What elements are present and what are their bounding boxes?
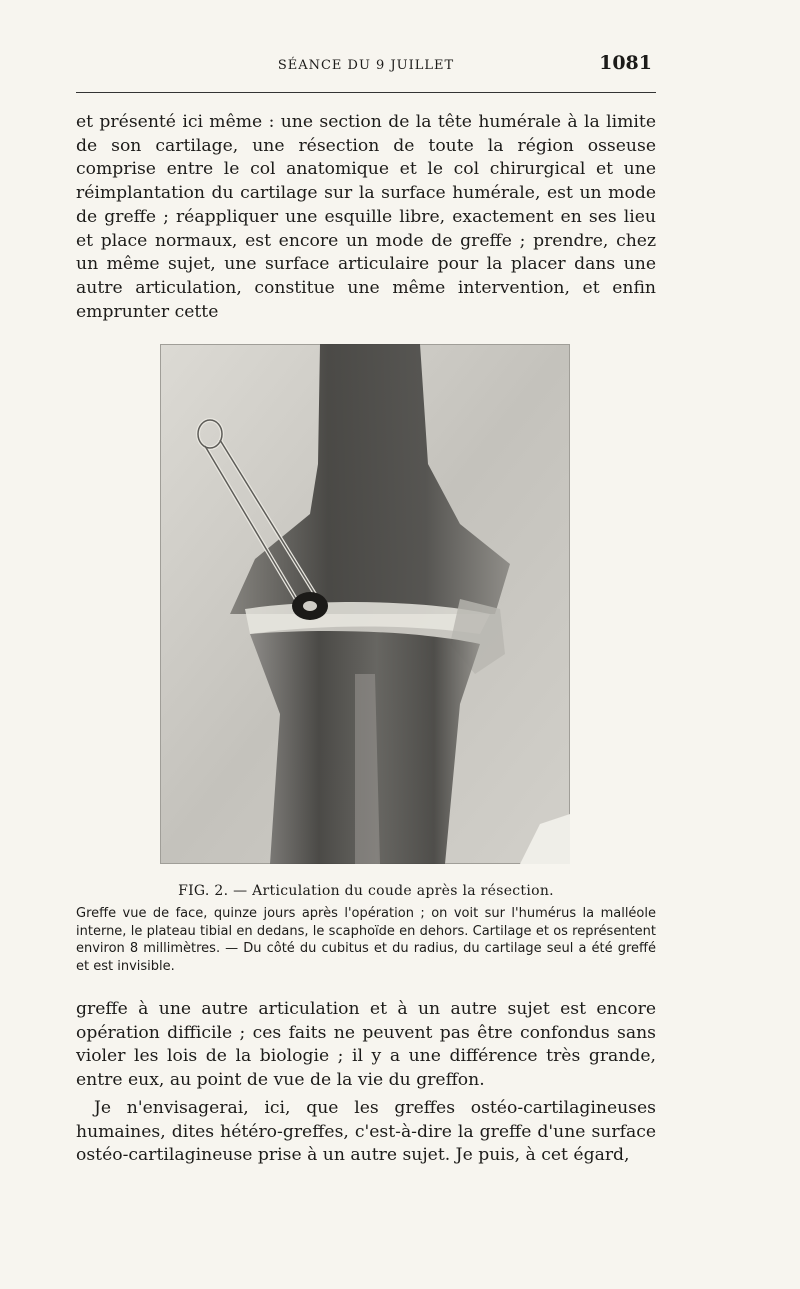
paragraph-2: greffe à une autre articulation et à un autre sujet est encore opération difficile ; ces faits ne peuvent pas être confondus sans violer les lois de la biologie ; il y a une différence très grande, entre eux, au point de vue de la vie du greffon. [76, 999, 656, 1091]
figure-caption-text: Greffe vue de face, quinze jours après l'opération ; on voit sur l'humérus la malléole interne, le plateau tibial en dedans, le scaphoïde en dehors. Cartilage et os représentent environ 8 millimètres. — Du côté du cubitus et du radius, du cartilage seul a été greffé et est invisible. [76, 906, 656, 974]
figure-title: FIG. 2. — Articulation du coude après la résection. [178, 883, 554, 899]
page-header [76, 52, 656, 82]
figure-caption [76, 883, 656, 975]
xray-figure [160, 344, 570, 864]
running-head: SÉANCE DU 9 JUILLET [277, 58, 455, 73]
paragraph-3: Je n'envisagerai, ici, que les greffes ostéo-cartilagineuses humaines, dites hétéro-greffes, c'est-à-dire la greffe d'une surface ostéo-cartilagineuse prise à un autre sujet. Je puis, à cet égard, [76, 1098, 656, 1166]
header-rule [76, 92, 656, 93]
elbow-xray-image [160, 344, 570, 864]
paragraph-1: et présenté ici même : une section de la tête humérale à la limite de son cartilage, une résection de toute la région osseuse comprise entre le col anatomique et le col chirurgical et une réimplantation du cartilage sur la surface humérale, est un mode de greffe ; réappliquer une esquille libre, exactement en ses lieu et place normaux, est encore un mode de greffe ; prendre, chez un même sujet, une surface articulaire pour la placer dans une autre articulation, constitue une même intervention, et enfin emprunter cette [76, 112, 656, 322]
page-number: 1081 [599, 52, 652, 74]
